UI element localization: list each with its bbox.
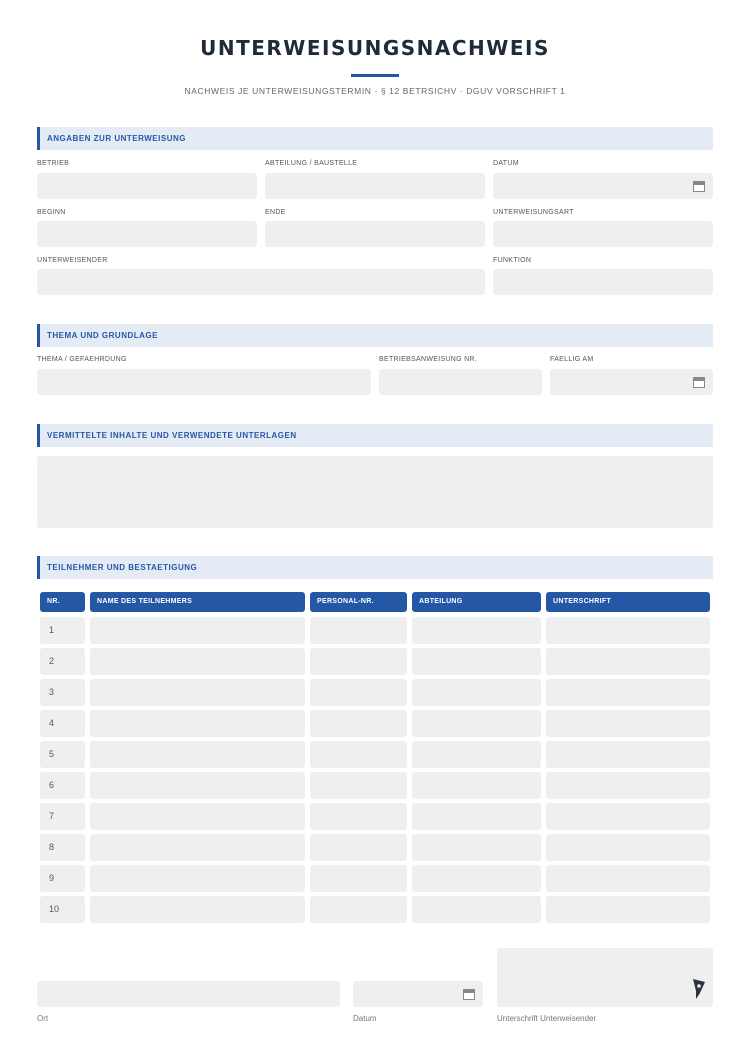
nr-cell — [40, 679, 85, 706]
name-cell[interactable] — [90, 679, 305, 706]
ort-label: Ort — [37, 1014, 49, 1023]
name-cell[interactable] — [90, 865, 305, 892]
datum-label-footer: Datum — [353, 1014, 377, 1023]
ort-field[interactable] — [37, 981, 340, 1007]
column-header-personal-nr: PERSONAL-NR. — [310, 592, 407, 612]
name-cell[interactable] — [90, 617, 305, 644]
inhalte-textarea[interactable] — [37, 456, 713, 528]
title-underline — [351, 74, 399, 77]
unterschrift-cell[interactable] — [546, 834, 710, 861]
abteilung-cell[interactable] — [412, 648, 541, 675]
abteilung-cell[interactable] — [412, 834, 541, 861]
name-cell[interactable] — [90, 896, 305, 923]
row-number: 10 — [49, 904, 60, 914]
column-header-name: NAME DES TEILNEHMERS — [90, 592, 305, 612]
abteilung-cell[interactable] — [412, 741, 541, 768]
row-number: 1 — [49, 625, 55, 635]
betrieb-label: BETRIEB — [37, 160, 70, 167]
name-cell[interactable] — [90, 710, 305, 737]
page-title: UNTERWEISUNGSNACHWEIS — [200, 36, 550, 60]
row-number: 9 — [49, 873, 55, 883]
funktion-label: FUNKTION — [493, 257, 532, 264]
personal-nr-cell[interactable] — [310, 834, 407, 861]
betriebsanweisung-label: BETRIEBSANWEISUNG NR. — [379, 356, 478, 363]
unterweisungsart-field[interactable] — [493, 221, 713, 247]
personal-nr-cell[interactable] — [310, 617, 407, 644]
abteilung-baustelle-label: ABTEILUNG / BAUSTELLE — [265, 160, 358, 167]
betriebsanweisung-field[interactable] — [379, 369, 542, 395]
personal-nr-cell[interactable] — [310, 679, 407, 706]
personal-nr-cell[interactable] — [310, 896, 407, 923]
row-number: 8 — [49, 842, 55, 852]
abteilung-baustelle-field[interactable] — [265, 173, 485, 199]
nr-cell — [40, 896, 85, 923]
nr-cell — [40, 865, 85, 892]
personal-nr-cell[interactable] — [310, 865, 407, 892]
unterschrift-cell[interactable] — [546, 896, 710, 923]
nr-cell — [40, 741, 85, 768]
nr-cell — [40, 772, 85, 799]
nr-cell — [40, 834, 85, 861]
name-cell[interactable] — [90, 834, 305, 861]
unterschrift-cell[interactable] — [546, 648, 710, 675]
personal-nr-cell[interactable] — [310, 803, 407, 830]
unterschrift-cell[interactable] — [546, 679, 710, 706]
name-cell[interactable] — [90, 803, 305, 830]
nr-cell — [40, 710, 85, 737]
unterweisender-field[interactable] — [37, 269, 485, 295]
ende-field[interactable] — [265, 221, 485, 247]
ende-label: ENDE — [265, 209, 286, 216]
unterschrift-cell[interactable] — [546, 710, 710, 737]
unterschrift-cell[interactable] — [546, 772, 710, 799]
beginn-label: BEGINN — [37, 209, 66, 216]
row-number: 3 — [49, 687, 55, 697]
unterweisungsart-label: UNTERWEISUNGSART — [493, 209, 574, 216]
faellig-am-field[interactable] — [550, 369, 713, 395]
row-number: 5 — [49, 749, 55, 759]
calendar-icon[interactable] — [693, 181, 705, 192]
personal-nr-cell[interactable] — [310, 648, 407, 675]
datum-field[interactable] — [493, 173, 713, 199]
signature-label: Unterschrift Unterweisender — [497, 1014, 597, 1023]
signature-field[interactable] — [497, 948, 713, 1007]
calendar-icon[interactable] — [693, 377, 705, 388]
row-number: 7 — [49, 811, 55, 821]
abteilung-cell[interactable] — [412, 896, 541, 923]
personal-nr-cell[interactable] — [310, 772, 407, 799]
datum-label: DATUM — [493, 160, 519, 167]
section-header-inhalte: VERMITTELTE INHALTE UND VERWENDETE UNTERLAGEN — [37, 424, 713, 447]
unterschrift-cell[interactable] — [546, 803, 710, 830]
name-cell[interactable] — [90, 741, 305, 768]
beginn-field[interactable] — [37, 221, 257, 247]
unterschrift-cell[interactable] — [546, 865, 710, 892]
calendar-icon[interactable] — [463, 989, 475, 1000]
abteilung-cell[interactable] — [412, 865, 541, 892]
section-header-angaben: ANGABEN ZUR UNTERWEISUNG — [37, 127, 713, 150]
unterschrift-cell[interactable] — [546, 741, 710, 768]
row-number: 4 — [49, 718, 55, 728]
thema-gefaehrdung-label: THEMA / GEFAEHRDUNG — [37, 356, 127, 363]
unterschrift-cell[interactable] — [546, 617, 710, 644]
nr-cell — [40, 803, 85, 830]
abteilung-cell[interactable] — [412, 710, 541, 737]
name-cell[interactable] — [90, 772, 305, 799]
abteilung-cell[interactable] — [412, 617, 541, 644]
row-number: 2 — [49, 656, 55, 666]
thema-gefaehrdung-field[interactable] — [37, 369, 371, 395]
personal-nr-cell[interactable] — [310, 741, 407, 768]
pen-nib-icon — [689, 977, 709, 1001]
abteilung-cell[interactable] — [412, 679, 541, 706]
name-cell[interactable] — [90, 648, 305, 675]
nr-cell — [40, 617, 85, 644]
funktion-field[interactable] — [493, 269, 713, 295]
column-header-abteilung: ABTEILUNG — [412, 592, 541, 612]
page-subtitle: NACHWEIS JE UNTERWEISUNGSTERMIN · § 12 BETRSICHV · DGUV VORSCHRIFT 1 — [184, 86, 566, 96]
unterweisender-label: UNTERWEISENDER — [37, 257, 108, 264]
column-header-unterschrift: UNTERSCHRIFT — [546, 592, 710, 612]
section-header-teilnehmer: TEILNEHMER UND BESTAETIGUNG — [37, 556, 713, 579]
personal-nr-cell[interactable] — [310, 710, 407, 737]
nr-cell — [40, 648, 85, 675]
faellig-am-label: FAELLIG AM — [550, 356, 594, 363]
betrieb-field[interactable] — [37, 173, 257, 199]
abteilung-cell[interactable] — [412, 772, 541, 799]
column-header-nr: NR. — [40, 592, 85, 612]
section-header-thema: THEMA UND GRUNDLAGE — [37, 324, 713, 347]
footer-datum-field[interactable] — [353, 981, 483, 1007]
abteilung-cell[interactable] — [412, 803, 541, 830]
row-number: 6 — [49, 780, 55, 790]
